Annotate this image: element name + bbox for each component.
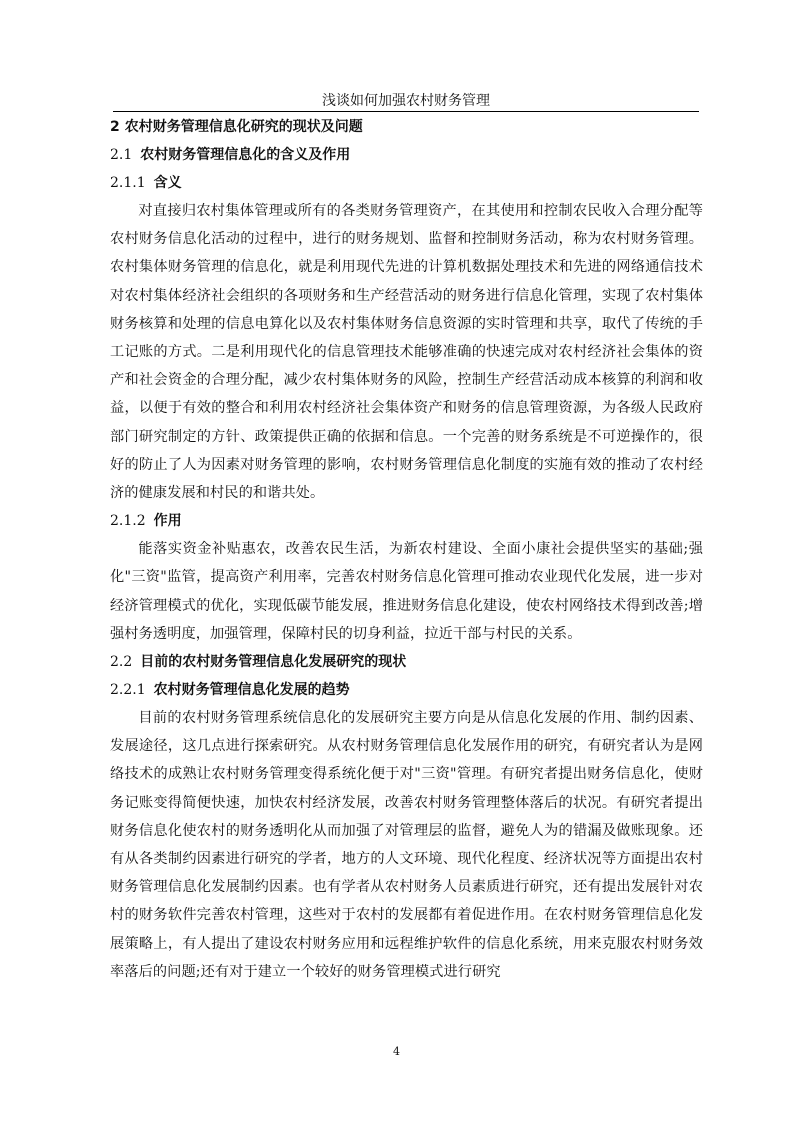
section-number: 2 (110, 119, 120, 135)
section-heading-2-1-2 (110, 507, 703, 535)
section-number: 2.2.1 (110, 682, 146, 699)
page-number: 4 (393, 1045, 400, 1058)
paragraph-trend: 目前的农村财务管理系统信息化的发展研究主要方向是从信息化发展的作用、制约因素、发展途径，这几点进行探索研究。从农村财务管理信息化发展作用的研究，有研究者认为是网络技术的成熟让农村财务管理变得系统化便于对"三资"管理。有研究者提出财务信息化，使财务记账变得简便快速，加快农村经济发展，改善农村财务管理整体落后的状况。有研究者提出财务信息化使农村的财务透明化从而加强了对管理层的监督，避免人为的错漏及做账现象。还有从各类制约因素进行研究的学者，地方的人文环境、现代化程度、经济状况等方面提出农村财务管理信息化发展制约因素。也有学者从农村财务人员素质进行研究，还有提出发展针对农村的财务软件完善农村管理，这些对于农村的发展都有着促进作用。在农村财务管理信息化发展策略上，有人提出了建设农村财务应用和远程维护软件的信息化系统，用来克服农村财务效率落后的问题;还有对于建立一个较好的财务管理模式进行研究 (110, 710, 703, 980)
section-title: 农村财务管理信息化的含义及作用 (140, 147, 351, 163)
paragraph-function: 能落实资金补贴惠农，改善农民生活，为新农村建设、全面小康社会提供坚实的基础;强化"三资"监管，提高资产利用率，完善农村财务信息化管理可推动农业现代化发展，进一步对经济管理模式的优化，实现低碳节能发展，推进财务信息化建设，使农村网络技术得到改善;增强村务透明度，加强管理，保障村民的切身利益，拉近干部与村民的关系。 (110, 541, 703, 642)
section-heading-2-2-1 (110, 676, 703, 704)
paragraph-meaning: 对直接归农村集体管理或所有的各类财务管理资产，在其使用和控制农民收入合理分配等农村财务信息化活动的过程中，进行的财务规划、监督和控制财务活动，称为农村财务管理。农村集体财务管理的信息化，就是利用现代先进的计算机数据处理技术和先进的网络通信技术对农村集体经济社会组织的各项财务和生产经营活动的财务进行信息化管理，实现了农村集体财务核算和处理的信息电算化以及农村集体财务信息资源的实时管理和共享，取代了传统的手工记账的方式。二是利用现代化的信息管理技术能够准确的快速完成对农村经济社会集体的资产和社会资金的合理分配，减少农村集体财务的风险，控制生产经营活动成本核算的利润和收益，以便于有效的整合和利用农村经济社会集体资产和财务的信息管理资源，为各级人民政府部门研究制定的方针、政策提供正确的依据和信息。一个完善的财务系统是不可逆操作的，很好的防止了人为因素对财务管理的影响，农村财务管理信息化制度的实施有效的推动了农村经济的健康发展和村民的和谐共处。 (110, 203, 703, 502)
section-heading-2 (110, 113, 703, 141)
running-header: 浅谈如何加强农村财务管理 (322, 93, 490, 109)
document-body (110, 113, 703, 986)
section-title: 含义 (153, 175, 182, 191)
section-number: 2.1 (110, 147, 133, 163)
section-number: 2.1.2 (110, 513, 146, 530)
section-number: 2.2 (110, 654, 133, 671)
section-number: 2.1.1 (110, 175, 146, 191)
section-heading-2-1-1 (110, 169, 703, 197)
section-title: 农村财务管理信息化研究的现状及问题 (124, 119, 363, 135)
section-title: 作用 (153, 513, 182, 530)
section-title: 目前的农村财务管理信息化发展研究的现状 (140, 654, 407, 671)
section-heading-2-1 (110, 141, 703, 169)
header-rule (113, 111, 699, 112)
section-heading-2-2 (110, 648, 703, 676)
section-title: 农村财务管理信息化发展的趋势 (153, 682, 350, 699)
